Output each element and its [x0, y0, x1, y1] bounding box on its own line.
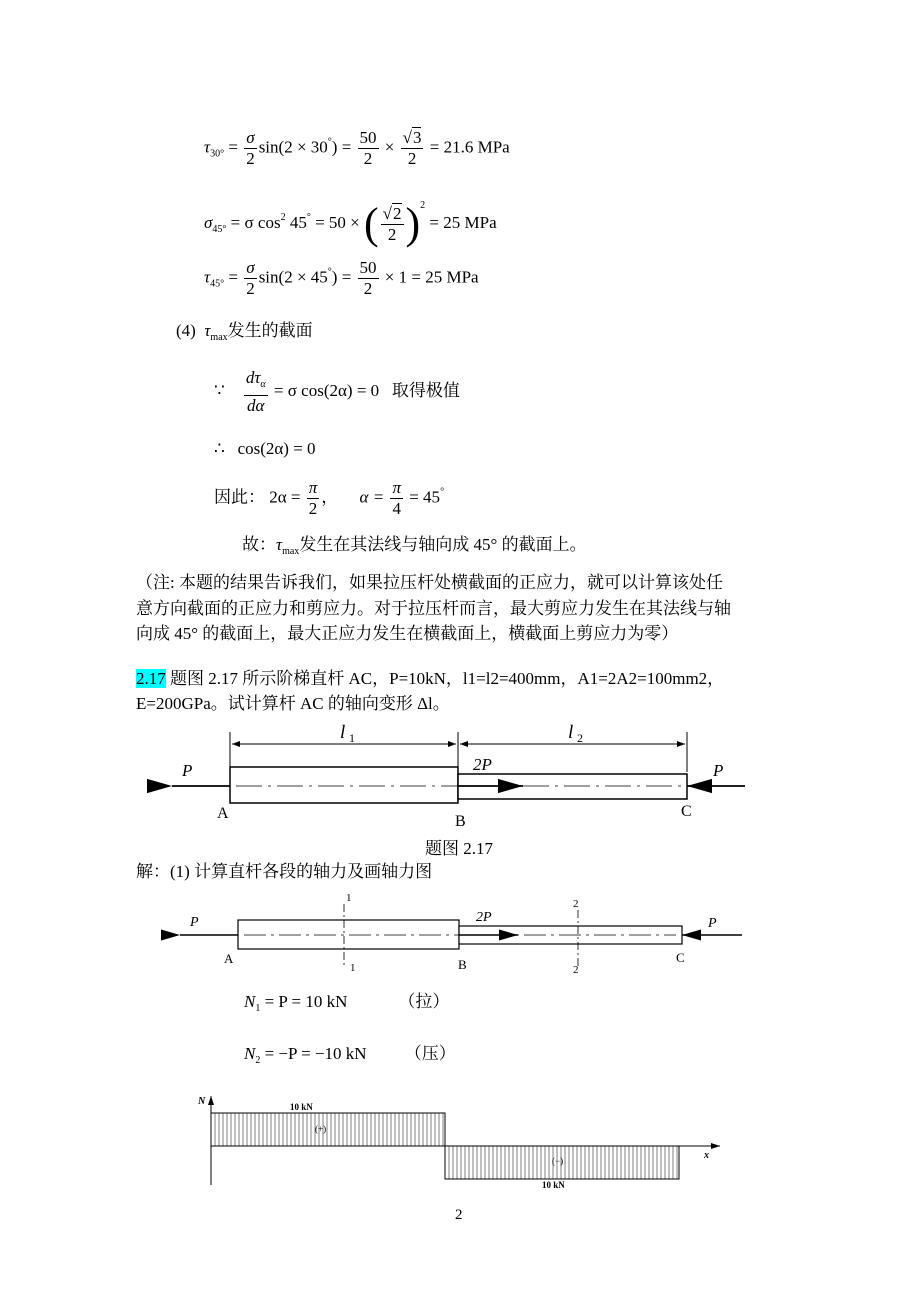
- svg-text:2: 2: [573, 964, 579, 976]
- svg-text:P: P: [190, 915, 199, 930]
- svg-text:2P: 2P: [476, 910, 492, 925]
- axial-block-ab: [211, 1113, 445, 1146]
- svg-text:C: C: [676, 950, 685, 965]
- note-paragraph: （注: 本题的结果告诉我们，如果拉压杆处横截面的正应力，就可以计算该处任 意方向截面的正应力和剪应力。对于拉压杆而言，最大剪应力发生在其法线与轴 向成 45° 的截面上，最大正应力发生在横截面上，横截面上剪应力为零）: [136, 573, 731, 643]
- therefore-line: ∴ cos(2α) = 0: [214, 439, 316, 458]
- figure-sections: [0, 888, 920, 976]
- figure1-caption: 题图 2.17: [425, 839, 493, 858]
- dim-l2-label: l: [568, 722, 574, 743]
- bar-segment-ab: [230, 767, 458, 803]
- axial-force-diagram: [180, 1090, 740, 1190]
- svg-text:P: P: [182, 761, 193, 780]
- equation-tau-45: $\tau_{45^\circ}$ = $\frac{\sigma}{2}$ sin(2 × 45°) = $\frac{50}{2}$ × 1 = 25 MPa: [204, 258, 479, 298]
- neg-value-label: 10 kN: [542, 1180, 565, 1190]
- problem-statement: 2.17 题图 2.17 所示阶梯直杆 AC，P=10kN，l1=l2=400mm，A1=2A2=100mm2， E=200GPa。试计算杆 AC 的轴向变形 Δl。: [136, 669, 725, 713]
- axis-x-label: x: [704, 1150, 709, 1161]
- svg-text:1: 1: [350, 962, 356, 974]
- svg-text:P: P: [708, 916, 717, 931]
- dim-l1-label: l: [340, 722, 346, 743]
- because-line: ∵ $\frac{d\tau_\alpha}{d\alpha}$ = σ cos(2α) = 0 取得极值: [214, 368, 460, 415]
- figure-stepped-bar: [0, 720, 920, 835]
- conclusion-line: 故：$\tau_{max}$发生在其法线与轴向成 45° 的截面上。: [242, 535, 587, 557]
- svg-text:B: B: [455, 813, 466, 830]
- svg-text:A: A: [217, 805, 229, 822]
- svg-text:P: P: [713, 761, 724, 780]
- axis-y-label: N: [198, 1096, 206, 1107]
- problem-number: 2.17: [136, 669, 166, 688]
- svg-text:A: A: [224, 951, 234, 966]
- svg-text:B: B: [458, 957, 467, 972]
- pos-value-label: 10 kN: [290, 1102, 313, 1112]
- page-number: 2: [455, 1207, 463, 1223]
- pos-sign-label: (+): [315, 1124, 327, 1134]
- neg-sign-label: (−): [552, 1156, 564, 1166]
- svg-text:1: 1: [346, 892, 352, 904]
- svg-text:1: 1: [349, 731, 355, 745]
- solution-heading: 解：(1) 计算直杆各段的轴力及画轴力图: [136, 862, 433, 881]
- svg-text:2: 2: [573, 898, 579, 910]
- svg-text:2: 2: [577, 731, 583, 745]
- fraction-sigma-2: $\frac{\sigma}{2}$: [246, 128, 255, 168]
- section-4-heading: (4) $\tau_{max}$发生的截面: [176, 321, 313, 343]
- equation-tau-30: $\tau_{30^\circ}$ = $\frac{\sigma}{2}$ sin(2 × 30°) = $\frac{50}{2}$ × $\frac{√3}{2}$ = 21.6 MPa: [204, 128, 510, 168]
- svg-text:2P: 2P: [473, 755, 492, 774]
- equation-sigma-45: $\sigma_{45^\circ} = \sigma$ $\cos^2 45^\circ = 50$ × ( $\frac{√2}{2}$ )$^2$ = 25 MPa: [204, 199, 497, 249]
- hence-line: 因此： 2α = $\frac{\pi}{2}$ ， α = $\frac{\pi}{4}$ = 45°: [214, 478, 445, 518]
- svg-text:C: C: [681, 803, 692, 820]
- force-n1: $N_1 = P = 10$ kN （拉）: [244, 992, 450, 1014]
- force-n2: $N_2 = -P = -10$ kN （压）: [244, 1044, 456, 1066]
